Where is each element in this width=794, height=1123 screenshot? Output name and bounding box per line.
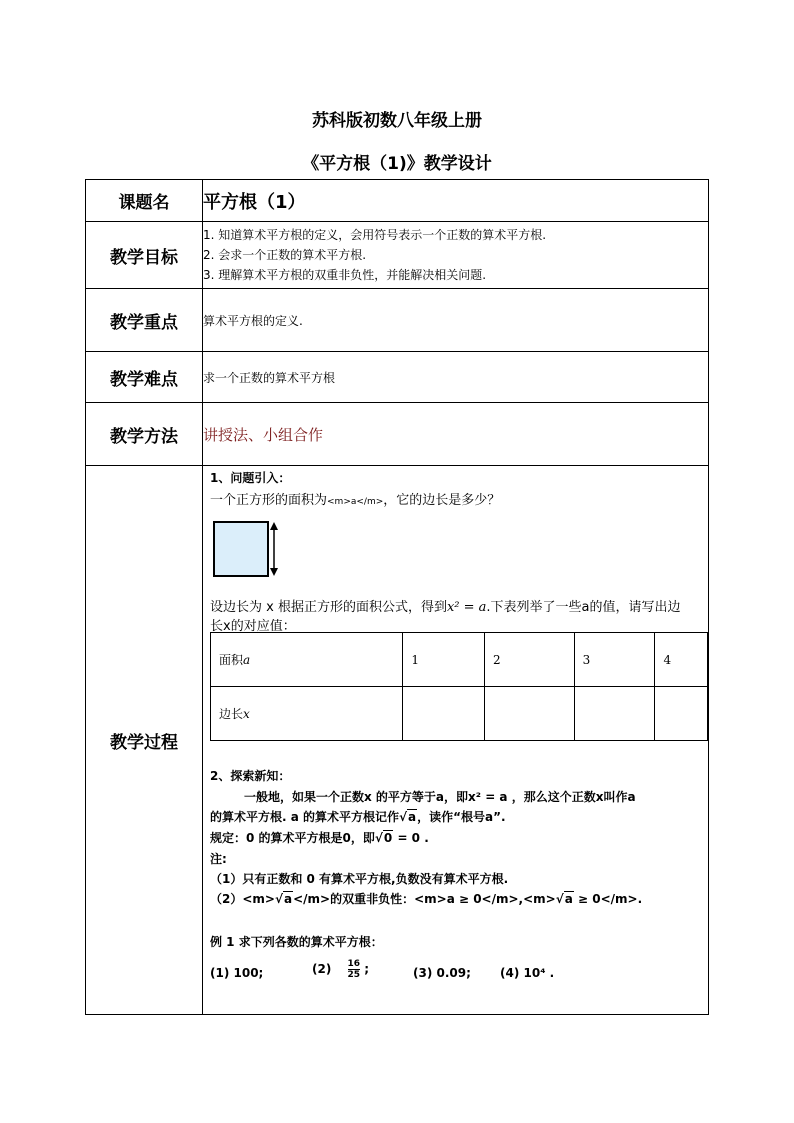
setup-line-1 xyxy=(210,596,681,615)
square-figure xyxy=(213,521,269,577)
row-process xyxy=(86,466,709,1015)
area-row xyxy=(211,633,708,687)
row-method xyxy=(86,403,709,466)
rule-text-b: = 0 . xyxy=(393,831,429,845)
note2-text-c: ≥ 0</m>. xyxy=(573,892,643,906)
area-value-cell: 1 xyxy=(403,633,485,687)
topic-value: 平方根（1） xyxy=(203,180,709,222)
method-label: 教学方法 xyxy=(86,403,203,466)
note2-text-b: </m>的双重非负性：<m>a ≥ 0</m>,<m> xyxy=(293,892,556,906)
note-title: 注: xyxy=(210,852,227,866)
side-value-cell xyxy=(403,687,485,741)
area-value-cell: 4 xyxy=(655,633,708,687)
question-prefix: 一个正方形的面积为 xyxy=(210,493,328,508)
area-side-table xyxy=(210,632,708,741)
goals-list xyxy=(203,222,709,289)
double-arrow-icon xyxy=(267,521,281,577)
rule-line: 规定：0 的算术平方根是0，即√0 = 0 . xyxy=(210,831,429,845)
goal-item: 2. 会求一个正数的算术平方根. xyxy=(203,248,367,262)
example-2-label: (2) xyxy=(312,962,332,976)
lesson-plan-table xyxy=(85,179,709,1015)
note2-text-a: （2）<m> xyxy=(210,892,275,906)
method-value: 讲授法、小组合作 xyxy=(203,403,709,466)
setup-text-a: 设边长为 x 根据正方形的面积公式，得到 xyxy=(210,600,447,615)
setup-line-2: 长x的对应值： xyxy=(210,619,296,634)
side-value-cell xyxy=(484,687,574,741)
question-text xyxy=(210,489,500,508)
definition-line-1: 一般地，如果一个正数x 的平方等于a，即x² = a ，那么这个正数x叫作a xyxy=(244,790,636,804)
example-item-4: (4) 10⁴ . xyxy=(500,966,555,980)
area-value-cell: 2 xyxy=(484,633,574,687)
area-var: a xyxy=(243,653,251,667)
setup-formula: x² = a xyxy=(446,600,487,615)
definition-line-2: 的算术平方根. a 的算术平方根记作√a，读作“根号a”. xyxy=(210,810,506,824)
side-value-cell xyxy=(655,687,708,741)
goals-label: 教学目标 xyxy=(86,222,203,289)
note2-sqrt-a: a xyxy=(283,892,293,906)
key-point-value: 算术平方根的定义. xyxy=(203,289,709,352)
sqrt-0: 0 xyxy=(383,831,393,845)
definition-text-a: 的算术平方根. a 的算术平方根记作 xyxy=(210,810,400,824)
note-2: （2）<m>√a</m>的双重非负性：<m>a ≥ 0</m>,<m>√a ≥ 0</m>. xyxy=(210,892,643,906)
area-label: 面积 xyxy=(219,653,244,667)
document-title: 苏科版初数八年级上册 xyxy=(312,111,482,131)
side-label-cell xyxy=(211,687,403,741)
example-title: 例 1 求下列各数的算术平方根： xyxy=(210,935,383,949)
fraction-16-25 xyxy=(348,959,361,980)
question-suffix: ，它的边长是多少？ xyxy=(383,493,501,508)
example-item-3: (3) 0.09; xyxy=(413,966,471,980)
rule-text-a: 规定：0 的算术平方根是0，即 xyxy=(210,831,375,845)
document-subtitle: 《平方根（1)》教学设计 xyxy=(302,154,492,174)
row-key-point xyxy=(86,289,709,352)
side-value-cell xyxy=(574,687,655,741)
difficulty-label: 教学难点 xyxy=(86,352,203,403)
difficulty-value: 求一个正数的算术平方根 xyxy=(203,352,709,403)
side-row xyxy=(211,687,708,741)
process-label: 教学过程 xyxy=(86,466,203,1015)
area-value-cell: 3 xyxy=(574,633,655,687)
goal-item: 3. 理解算术平方根的双重非负性，并能解决相关问题. xyxy=(203,268,487,282)
topic-label: 课题名 xyxy=(86,180,203,222)
setup-text-b: .下表列举了一些a的值，请写出边 xyxy=(486,600,681,615)
sqrt-a: a xyxy=(408,810,417,824)
example-item-2 xyxy=(312,959,369,980)
section2-title: 2、探索新知： xyxy=(210,769,291,783)
definition-text-b: ，读作“根号a”. xyxy=(417,810,506,824)
area-label-cell xyxy=(211,633,403,687)
note-1: （1）只有正数和 0 有算术平方根,负数没有算术平方根. xyxy=(210,872,509,886)
example-2-suffix: ; xyxy=(364,962,370,976)
side-var: x xyxy=(243,707,250,721)
note2-sqrt-a-2: a xyxy=(564,892,573,906)
fraction-numerator: 16 xyxy=(347,959,361,969)
row-difficulty xyxy=(86,352,709,403)
row-topic xyxy=(86,180,709,222)
process-content xyxy=(203,466,709,1015)
goal-item: 1. 知道算术平方根的定义，会用符号表示一个正数的算术平方根. xyxy=(203,228,547,242)
row-goals xyxy=(86,222,709,289)
example-item-1: (1) 100; xyxy=(210,966,264,980)
side-label: 边长 xyxy=(219,707,244,721)
fraction-denominator: 25 xyxy=(347,970,361,980)
key-point-label: 教学重点 xyxy=(86,289,203,352)
question-tag: <m>a</m> xyxy=(327,497,384,507)
section1-title: 1、问题引入： xyxy=(210,471,291,485)
